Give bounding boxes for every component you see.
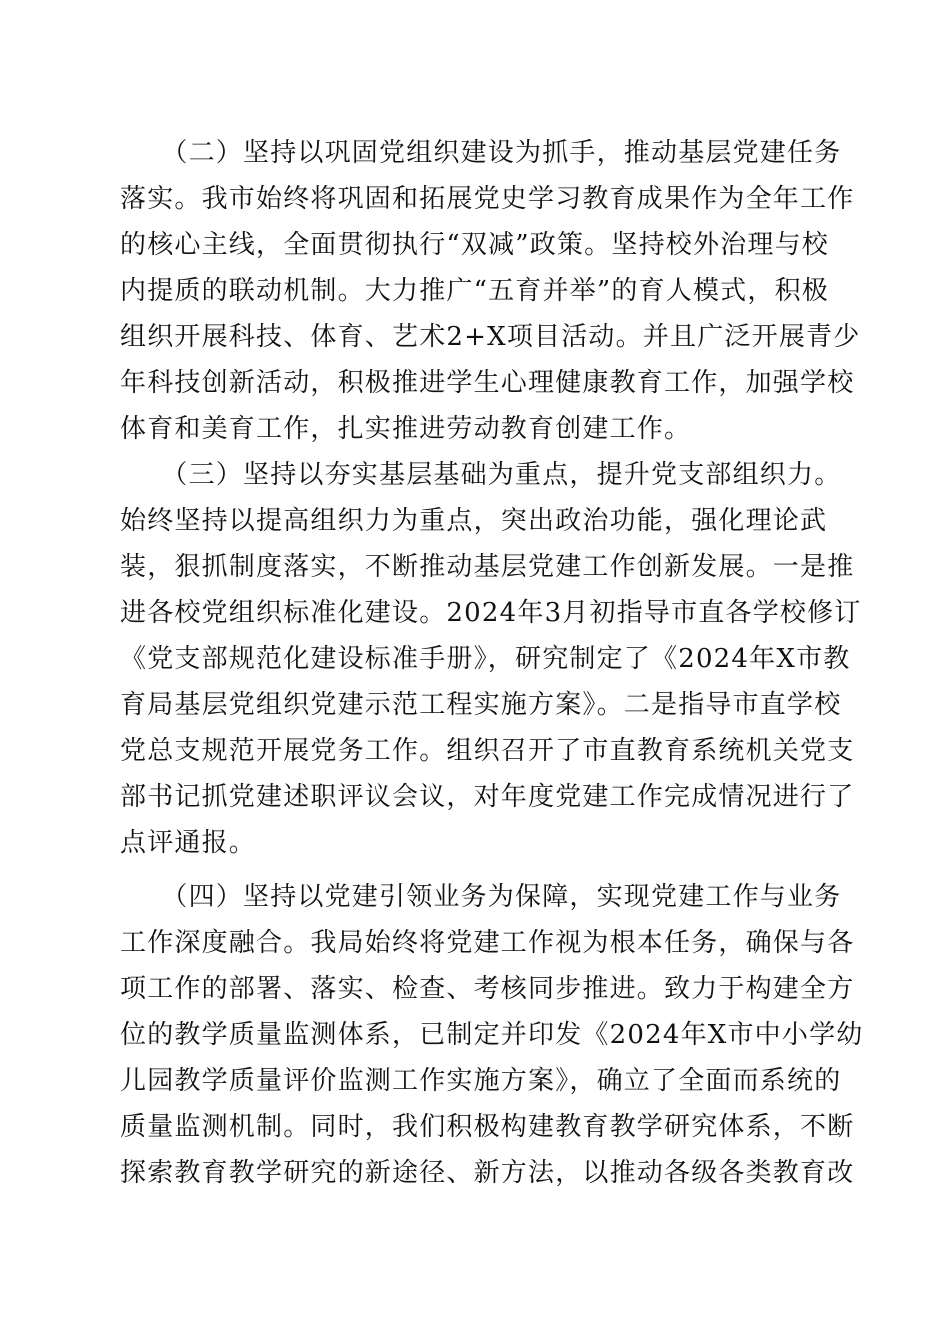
paragraph-2 [120, 130, 861, 452]
paragraph-4 [120, 874, 864, 1196]
paragraph-spacer [120, 866, 830, 874]
text-line: 项工作的部署、落实、检查、考核同步推进。致力于构建全方 [120, 974, 855, 1004]
text-line: （二）坚持以巩固党组织建设为抓手，推动基层党建任务 [120, 138, 842, 168]
text-line: 质量监测机制。同时，我们积极构建教育教学研究体系，不断 [120, 1112, 855, 1142]
text-line: 《党支部规范化建设标准手册》，研究制定了《2024年X市教 [120, 644, 851, 674]
text-line: 的核心主线，全面贯彻执行“双减”政策。坚持校外治理与校 [120, 230, 829, 260]
text-line: 年科技创新活动，积极推进学生心理健康教育工作，加强学校 [120, 368, 855, 398]
text-line: 位的教学质量监测体系，已制定并印发《2024年X市中小学幼 [120, 1020, 864, 1050]
text-line: 始终坚持以提高组织力为重点，突出政治功能，强化理论武 [120, 506, 828, 536]
text-line: 儿园教学质量评价监测工作实施方案》，确立了全面而系统的 [120, 1066, 842, 1096]
text-line: 装，狠抓制度落实，不断推动基层党建工作创新发展。一是推 [120, 552, 855, 582]
text-line: 工作深度融合。我局始终将党建工作视为根本任务，确保与各 [120, 928, 855, 958]
text-line: 育局基层党组织党建示范工程实施方案》。二是指导市直学校 [120, 690, 842, 720]
text-line: 进各校党组织标准化建设。2024年3月初指导市直各学校修订 [120, 598, 862, 628]
document-body [120, 130, 864, 1196]
text-line: （四）坚持以党建引领业务为保障，实现党建工作与业务 [120, 882, 842, 912]
text-line: 探索教育教学研究的新途径、新方法，以推动各级各类教育改 [120, 1158, 855, 1188]
text-line: 体育和美育工作，扎实推进劳动教育创建工作。 [120, 414, 692, 444]
text-line: 点评通报。 [120, 828, 257, 858]
text-line: 组织开展科技、体育、艺术2+X项目活动。并且广泛开展青少 [120, 322, 861, 352]
text-line: （三）坚持以夯实基层基础为重点，提升党支部组织力。 [120, 460, 842, 490]
text-line: 党总支规范开展党务工作。组织召开了市直教育系统机关党支 [120, 736, 855, 766]
paragraph-3 [120, 452, 862, 866]
text-line: 部书记抓党建述职评议会议，对年度党建工作完成情况进行了 [120, 782, 855, 812]
text-line: 内提质的联动机制。大力推广“五育并举”的育人模式，积极 [120, 276, 829, 306]
text-line: 落实。我市始终将巩固和拓展党史学习教育成果作为全年工作 [120, 184, 855, 214]
